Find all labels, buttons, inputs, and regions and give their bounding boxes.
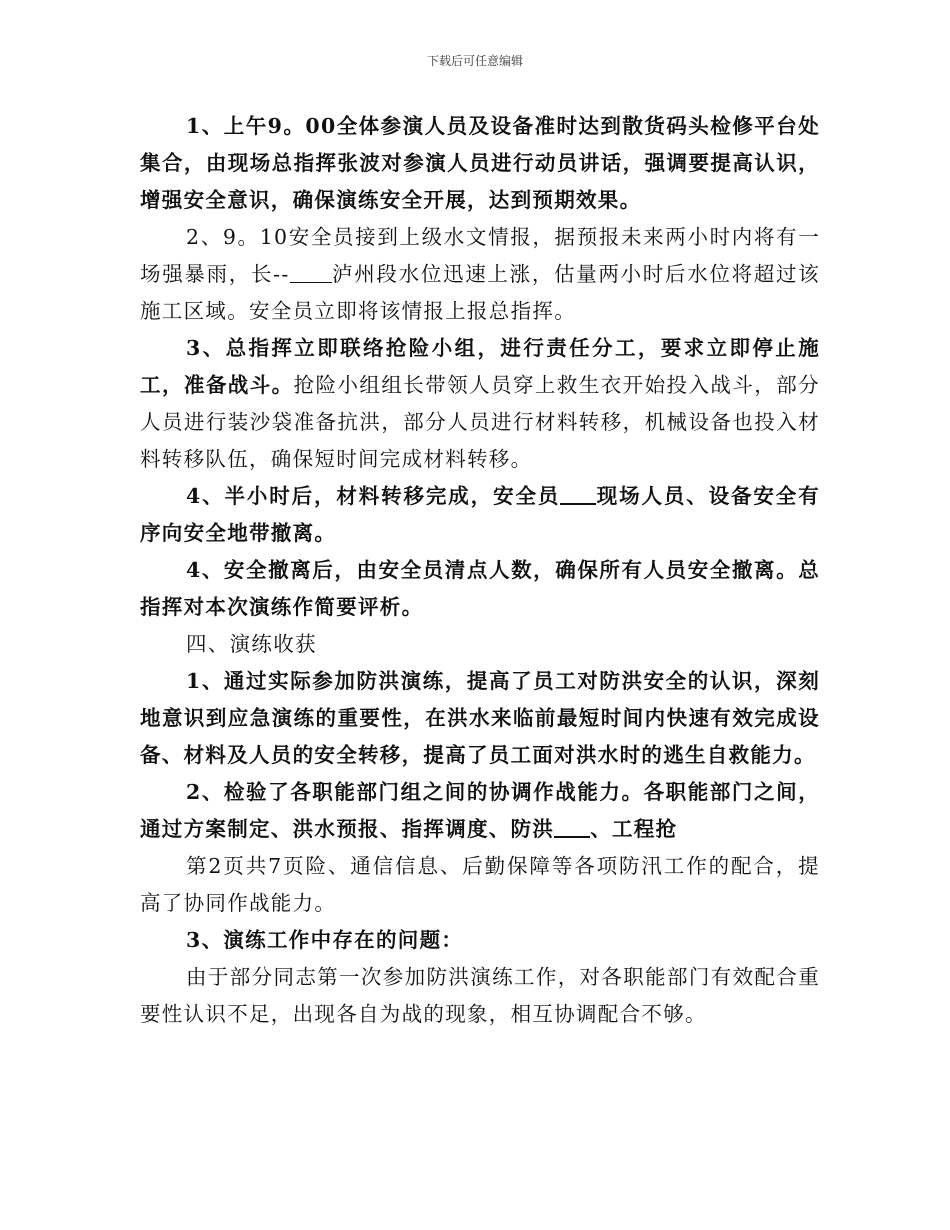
paragraph-7-part-b: 、工程抢 [590,817,678,841]
paragraph-4-part-b: 现场人员、设备安全有序向安全地带撤离。 [140,484,820,545]
fill-blank-1 [290,264,332,283]
paragraph-9: 3、演练工作中存在的问题： [186,928,464,952]
section-heading-4: 四、演练收获 [186,632,317,656]
paragraph-3-normal-part: 抢险小组组长带领人员穿上救生衣开始投入战斗，部分人员进行装沙袋准备抗洪，部分人员进行材料转移，机械设备也投入材料转移队伍，确保短时间完成材料转移。 [140,373,820,471]
document-body [140,108,820,1033]
paragraph-5: 4、安全撤离后，由安全员清点人数，确保所有人员安全撤离。总指挥对本次演练作简要评析。 [140,558,820,619]
paragraph-1: 1、上午9。00全体参演人员及设备准时达到散货码头检修平台处集合，由现场总指挥张波对参演人员进行动员讲话，强调要提高认识，增强安全意识，确保演练安全开展，达到预期效果。 [140,114,820,212]
paragraph-3-bold-part: 3、总指挥立即联络抢险小组，进行责任分工，要求立即停止施工，准备战斗。 [140,336,820,397]
paragraph-10: 由于部分同志第一次参加防洪演练工作，对各职能部门有效配合重要性认识不足，出现各自为战的现象，相互协调配合不够。 [140,965,820,1026]
paragraph-3 [140,330,820,478]
paragraph-2-part-a: 2、9。10安全员接到上级水文情报，据预报未来两小时内将有一场强暴雨，长-- [140,225,820,286]
paragraph-4 [140,478,820,552]
paragraph-6: 1、通过实际参加防洪演练，提高了员工对防洪安全的认识，深刻地意识到应急演练的重要性，在洪水来临前最短时间内快速有效完成设备、材料及人员的安全转移，提高了员工面对洪水时的逃生自救能力。 [140,669,820,767]
fill-blank-2 [560,485,596,505]
paragraph-2 [140,219,820,330]
paragraph-2-part-b: 泸州段水位迅速上涨，估量两小时后水位将超过该施工区域。安全员立即将该情报上报总指挥。 [140,262,820,323]
paragraph-7 [140,774,820,848]
paragraph-4-part-a: 4、半小时后，材料转移完成，安全员 [186,484,561,508]
paragraph-7-part-a: 2、检验了各职能部门组之间的协调作战能力。各职能部门之间，通过方案制定、洪水预报、指挥调度、防洪 [140,780,820,841]
paragraph-8-page-marker: 第2页共7页险、通信信息、后勤保障等各项防汛工作的配合，提高了协同作战能力。 [140,854,820,915]
fill-blank-3 [554,818,590,838]
page-header: 下载后可任意编辑 [426,54,523,68]
